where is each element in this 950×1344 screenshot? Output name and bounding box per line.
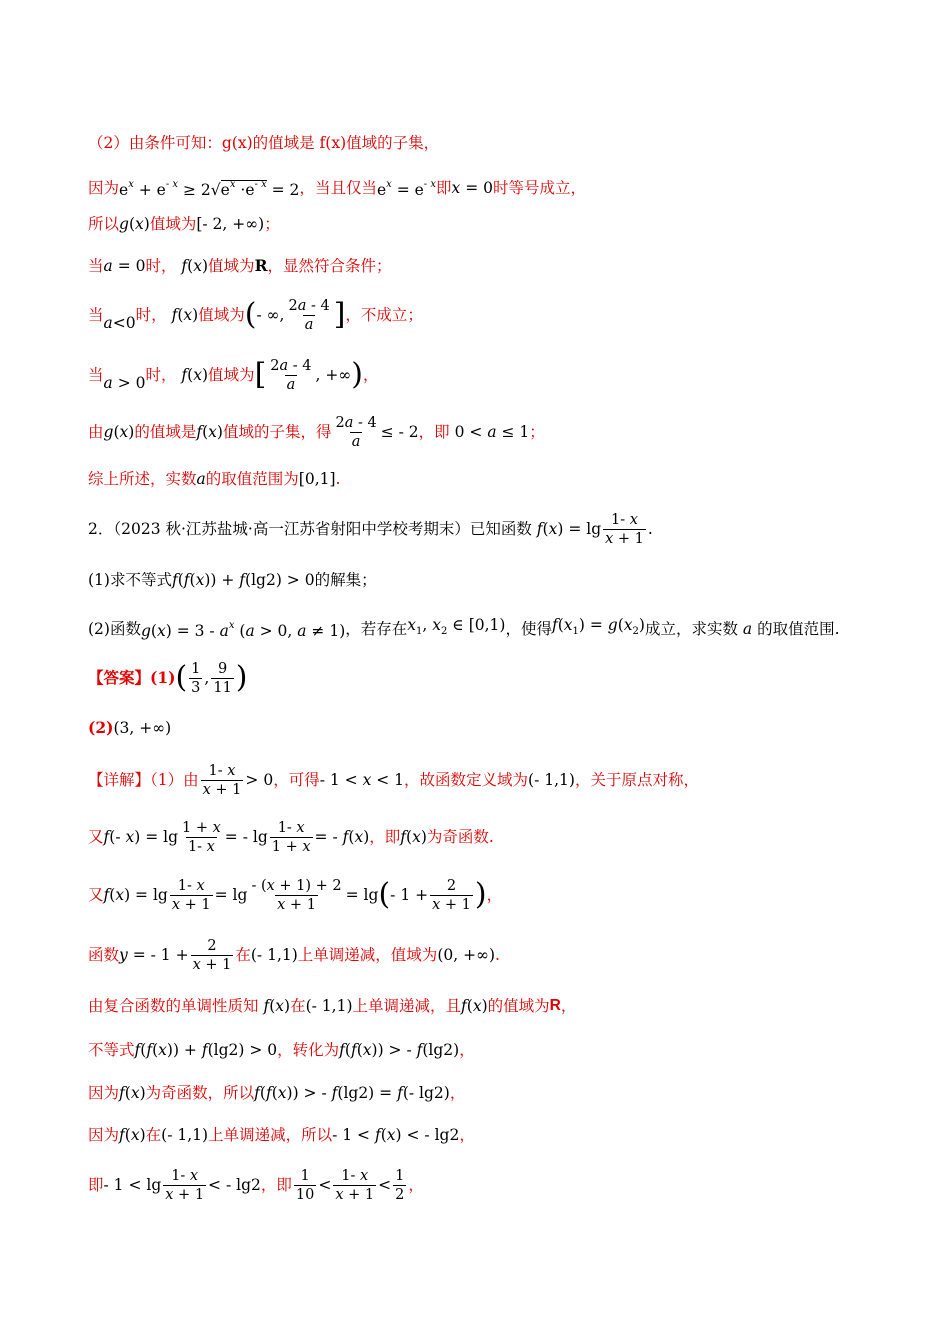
detail-line-5: 由复合函数的单调性质知 f(x) 在 (- 1,1) 上单调递减，且 f(x) 的值域为 R ，: [88, 997, 577, 1015]
text: 值域为: [208, 257, 255, 275]
question-2-stem: 2．（2023 秋·江苏盐城·高一江苏省射阳中学校考期末）已知函数 f(x) = lg $\frac{1- x}{x + 1}$ .: [88, 511, 653, 547]
text: 又: [88, 828, 104, 846]
text: 因为: [88, 1084, 120, 1102]
text: 又: [88, 886, 104, 904]
text: 为奇函数.: [426, 828, 494, 846]
answer-part-2: (2) (3, +∞): [88, 718, 172, 737]
text: 为奇函数，所以: [145, 1084, 255, 1102]
text: 即: [436, 178, 452, 197]
detail-line-7: 因为 f(x) 为奇函数，所以 f(f(x)) > - f(lg2) = f(- lg2) ，: [88, 1084, 466, 1102]
text: 时，: [145, 257, 177, 275]
text: 时等号成立，: [492, 178, 586, 197]
text: (2)函数: [88, 619, 141, 638]
text: 综上所述，实数: [88, 470, 197, 488]
text: 由复合函数的单调性质知: [88, 997, 259, 1015]
text: (2): [88, 718, 114, 737]
question-2-part-1: (1)求不等式 f(f(x)) + f(lg2) > 0 的解集；: [88, 571, 377, 589]
text: 的解集；: [314, 571, 377, 589]
text: 2．（2023 秋·江苏盐城·高一江苏省射阳中学校考期末）已知函数: [88, 520, 532, 538]
text: 即: [88, 1176, 104, 1194]
text: ，使得: [505, 619, 552, 638]
text: 因为: [88, 178, 120, 197]
text: 当: [88, 306, 104, 324]
text: 的取值范围.: [757, 619, 840, 638]
text: 当: [88, 366, 104, 384]
text: ，即: [418, 423, 450, 441]
detail-line-3: 又 f(x) = lg $\frac{1- x}{x + 1}$ = lg $\frac{- (x + 1) + 2}{x + 1}$ = lg ( - 1 + $\frac{2}{x + 1}$ ) ，: [88, 877, 503, 913]
text: 值域的子集，得: [222, 423, 332, 441]
text: 值域为: [198, 306, 245, 324]
detail-line-2: 又 f(- x) = lg $\frac{1 + x}{1- x}$ = - lg $\frac{1- x}{1 + x}$ = - f(x) ，即 f(x) 为奇函数.: [88, 819, 494, 855]
text: 时，: [145, 366, 177, 384]
text: 的值域为: [487, 997, 550, 1015]
text: 在: [290, 997, 306, 1015]
detail-line-6: 不等式 f(f(x)) + f(lg2) > 0 ，转化为 f(f(x)) > - f(lg2) ，: [88, 1041, 475, 1059]
solution-line-6: 当 a > 0 时， f(x) 值域为 [ $\frac{2a - 4}{a}$ , +∞ ) ，: [88, 357, 379, 393]
question-2-part-2: (2)函数 $g(x) = 3 - a^x$ (a > 0, a ≠ 1) ，若存在 $x_1$, $x_2$ ∈ [0,1) ，使得 $f(x_1) = g(x_2)$ 成立，求实数 a 的取值范围.: [88, 616, 840, 640]
text: ，可得: [273, 771, 320, 789]
text: ，不成立；: [345, 306, 423, 324]
text: 【详解】（1）由: [88, 771, 199, 789]
text: 在: [145, 1126, 162, 1144]
text: 当且仅当: [314, 178, 377, 197]
solution-line-3: 所以 g(x) 值域为 [- 2, +∞) ；: [88, 215, 280, 233]
text: 由: [88, 423, 104, 441]
text: ，即: [369, 828, 401, 846]
text: ，转化为: [277, 1041, 340, 1059]
text: ，显然符合条件；: [267, 257, 392, 275]
solution-line-5: 当 a<0 时， f(x) 值域为 ( - ∞, $\frac{2a - 4}{a}$ ] ，不成立；: [88, 297, 423, 333]
text: 的取值范围为: [205, 470, 299, 488]
text: 上单调递减，所以: [208, 1126, 333, 1144]
text: ，即: [260, 1176, 292, 1194]
text: 函数: [88, 946, 120, 964]
text: 值域为: [149, 215, 197, 233]
solution-line-8: 综上所述，实数 a 的取值范围为 [0,1] .: [88, 470, 341, 488]
text: ，若存在: [345, 619, 408, 638]
text: 所以: [88, 215, 120, 233]
text: 当: [88, 257, 104, 275]
text: 值域为: [208, 366, 255, 384]
text: 上单调递减，且: [352, 997, 462, 1015]
detail-line-9: 即 - 1 < lg $\frac{1- x}{x + 1}$ < - lg2 ，即 $\frac{1}{10}$ < $\frac{1- x}{x + 1}$ < $\frac{1}{2}$ ，: [88, 1167, 424, 1203]
detail-line-8: 因为 f(x) 在 (- 1,1) 上单调递减，所以 - 1 < f(x) < - lg2 ，: [88, 1126, 475, 1144]
solution-line-7: 由 g(x) 的值域是 f(x) 值域的子集，得 $\frac{2a - 4}{a}$ ≤ - 2 ，即 0 < a ≤ 1 ；: [88, 414, 545, 450]
detail-line-4: 函数 y = - 1 + $\frac{2}{x + 1}$ 在 (- 1,1) 上单调递减，值域为 (0, +∞) .: [88, 937, 500, 973]
text: ，故函数定义域为: [404, 771, 529, 789]
solution-line-4: 当 a = 0 时， f(x) 值域为 R ，显然符合条件；: [88, 256, 392, 275]
solution-line-2: 因为 $e^x + e^{- x} \ge 2√e^x \cdot e^{- x} = 2$ ， 当且仅当 $e^x = e^{- x}$ 即 x = 0 时等号成立，: [88, 178, 586, 199]
text: 在: [235, 946, 251, 964]
answer-part-1: 【答案】(1) ( $\frac{1}{3}$ , $\frac{9}{11}$ ): [88, 660, 248, 696]
text: （2）由条件可知：g(x)的值域是 f(x)值域的子集，: [88, 134, 440, 152]
text: 上单调递减，值域为: [297, 946, 438, 964]
detail-line-1: 【详解】（1）由 $\frac{1- x}{x + 1}$ > 0 ，可得 - 1 < x < 1 ，故函数定义域为 (- 1,1) ，关于原点对称，: [88, 762, 699, 798]
text: 【答案】(1): [88, 668, 176, 687]
text: ，关于原点对称，: [574, 771, 699, 789]
text: 的值域是: [134, 423, 197, 441]
text: (1)求不等式: [88, 571, 172, 589]
text: 因为: [88, 1126, 120, 1144]
text: 不等式: [88, 1041, 135, 1059]
solution-line-1: [88, 133, 439, 153]
text: 成立，求实数: [644, 619, 738, 638]
text: 时，: [135, 306, 167, 324]
